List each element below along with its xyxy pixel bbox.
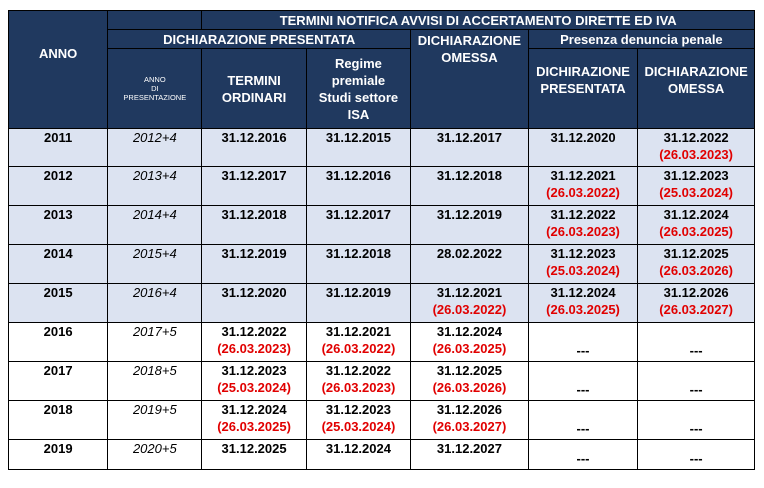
cell-penale-omessa-value: 31.12.2023 bbox=[663, 168, 729, 183]
cell-anno-presentazione-value: 2017+5 bbox=[132, 324, 177, 339]
cell-penale-omessa bbox=[638, 129, 755, 167]
cell-penale-presentata bbox=[528, 129, 637, 167]
cell-dich-omessa bbox=[411, 323, 529, 362]
header-termini-ordinari bbox=[202, 49, 306, 129]
cell-regime-premiale bbox=[306, 284, 410, 323]
cell-dich-omessa bbox=[411, 362, 529, 401]
cell-penale-omessa-value: 31.12.2025 bbox=[663, 246, 729, 261]
cell-anno-presentazione bbox=[108, 129, 202, 167]
accertamento-table bbox=[8, 10, 755, 470]
cell-penale-presentata-note: (25.03.2024) bbox=[546, 263, 620, 278]
cell-anno-presentazione bbox=[108, 206, 202, 245]
cell-penale-presentata bbox=[528, 401, 637, 440]
header-penale-omessa bbox=[638, 49, 755, 129]
table-row bbox=[9, 323, 755, 362]
cell-anno-presentazione-value: 2013+4 bbox=[132, 168, 177, 183]
cell-termini-ordinari bbox=[202, 167, 306, 206]
table-row bbox=[9, 245, 755, 284]
cell-anno bbox=[9, 167, 108, 206]
cell-penale-omessa-note: (26.03.2027) bbox=[659, 302, 733, 317]
cell-regime-premiale-value: 31.12.2018 bbox=[325, 246, 391, 261]
header-dich-omessa bbox=[411, 30, 529, 129]
header-pen-om-line1: DICHIARAZIONE bbox=[644, 64, 748, 79]
cell-dich-omessa-value: 31.12.2027 bbox=[436, 441, 502, 456]
cell-anno-presentazione-value: 2020+5 bbox=[132, 441, 177, 456]
corner-cell-2 bbox=[108, 11, 202, 30]
cell-penale-omessa bbox=[638, 401, 755, 440]
cell-penale-presentata-value: --- bbox=[576, 343, 590, 358]
cell-regime-premiale bbox=[306, 129, 410, 167]
cell-penale-presentata-value: --- bbox=[576, 451, 590, 466]
cell-dich-omessa-value: 31.12.2024 bbox=[436, 324, 502, 339]
cell-penale-presentata-value: 31.12.2022 bbox=[550, 207, 616, 222]
cell-termini-ordinari bbox=[202, 362, 306, 401]
cell-anno-value: 2014 bbox=[43, 246, 73, 261]
cell-penale-presentata bbox=[528, 245, 637, 284]
header-omessa-line2: OMESSA bbox=[441, 50, 498, 65]
cell-penale-omessa-note: (26.03.2026) bbox=[659, 263, 733, 278]
cell-regime-premiale-value: 31.12.2017 bbox=[325, 207, 391, 222]
header-anno-pres-line3: PRESENTAZIONE bbox=[123, 93, 187, 102]
cell-penale-presentata bbox=[528, 440, 637, 470]
cell-penale-presentata-value: --- bbox=[576, 382, 590, 397]
cell-termini-ordinari bbox=[202, 206, 306, 245]
cell-penale-omessa bbox=[638, 284, 755, 323]
cell-penale-omessa-value: 31.12.2024 bbox=[663, 207, 729, 222]
cell-anno bbox=[9, 206, 108, 245]
header-dich-presentata: DICHIARAZIONE PRESENTATA bbox=[108, 30, 411, 49]
cell-penale-presentata bbox=[528, 323, 637, 362]
table-row bbox=[9, 362, 755, 401]
cell-regime-premiale-value: 31.12.2016 bbox=[325, 168, 391, 183]
cell-anno-value: 2017 bbox=[43, 363, 73, 378]
cell-penale-omessa-value: 31.12.2026 bbox=[663, 285, 729, 300]
header-termini-line1: TERMINI bbox=[227, 72, 281, 88]
cell-termini-ordinari-value: 31.12.2016 bbox=[221, 130, 287, 145]
corner-cell bbox=[9, 11, 108, 30]
cell-penale-omessa bbox=[638, 167, 755, 206]
header-anno-pres-line2: DI bbox=[151, 84, 159, 93]
cell-penale-presentata-note: (26.03.2025) bbox=[546, 302, 620, 317]
cell-termini-ordinari-value: 31.12.2020 bbox=[221, 285, 287, 300]
cell-penale-omessa-value: --- bbox=[689, 382, 703, 397]
cell-anno-presentazione bbox=[108, 167, 202, 206]
header-regime-line2: premiale bbox=[331, 72, 386, 88]
cell-anno-value: 2012 bbox=[43, 168, 73, 183]
cell-penale-omessa-note: (26.03.2023) bbox=[659, 147, 733, 162]
cell-dich-omessa bbox=[411, 167, 529, 206]
cell-dich-omessa-value: 28.02.2022 bbox=[436, 246, 502, 261]
cell-dich-omessa bbox=[411, 245, 529, 284]
cell-anno-presentazione bbox=[108, 284, 202, 323]
cell-penale-presentata-value: 31.12.2024 bbox=[550, 285, 616, 300]
cell-regime-premiale-value: 31.12.2023 bbox=[325, 402, 391, 417]
cell-penale-omessa bbox=[638, 440, 755, 470]
cell-penale-presentata-note: (26.03.2022) bbox=[546, 185, 620, 200]
cell-dich-omessa-value: 31.12.2018 bbox=[436, 168, 502, 183]
header-regime-line1: Regime bbox=[334, 55, 382, 71]
cell-termini-ordinari-value: 31.12.2023 bbox=[221, 363, 287, 378]
header-regime-line4: ISA bbox=[347, 106, 370, 122]
cell-anno-presentazione bbox=[108, 323, 202, 362]
cell-dich-omessa-note: (26.03.2025) bbox=[432, 341, 507, 356]
cell-anno-value: 2015 bbox=[43, 285, 73, 300]
cell-anno-value: 2019 bbox=[43, 441, 73, 456]
table-row bbox=[9, 440, 755, 470]
cell-regime-premiale-value: 31.12.2022 bbox=[325, 363, 391, 378]
header-penale-presentata bbox=[528, 49, 637, 129]
cell-termini-ordinari-value: 31.12.2019 bbox=[221, 246, 287, 261]
cell-anno bbox=[9, 323, 108, 362]
header-regime-premiale bbox=[306, 49, 410, 129]
cell-termini-ordinari-value: 31.12.2022 bbox=[221, 324, 287, 339]
cell-anno-presentazione-value: 2019+5 bbox=[132, 402, 177, 417]
cell-penale-presentata-note: (26.03.2023) bbox=[546, 224, 620, 239]
cell-penale-omessa-value: --- bbox=[689, 343, 703, 358]
cell-penale-presentata-value: 31.12.2020 bbox=[550, 130, 616, 145]
cell-penale-presentata bbox=[528, 206, 637, 245]
cell-anno-presentazione bbox=[108, 362, 202, 401]
table-row bbox=[9, 284, 755, 323]
cell-regime-premiale-note: (26.03.2023) bbox=[321, 380, 396, 395]
cell-regime-premiale-value: 31.12.2021 bbox=[325, 324, 391, 339]
cell-penale-presentata-value: 31.12.2021 bbox=[550, 168, 616, 183]
cell-anno-presentazione-value: 2015+4 bbox=[132, 246, 177, 261]
cell-dich-omessa-value: 31.12.2021 bbox=[436, 285, 502, 300]
cell-penale-presentata-value: 31.12.2023 bbox=[550, 246, 616, 261]
cell-regime-premiale bbox=[306, 245, 410, 284]
header-pen-pres-line1: DICHIRAZIONE bbox=[536, 64, 630, 79]
header-pen-pres-line2: PRESENTATA bbox=[540, 81, 626, 96]
cell-anno-presentazione bbox=[108, 440, 202, 470]
cell-termini-ordinari bbox=[202, 129, 306, 167]
header-termini-line2: ORDINARI bbox=[221, 89, 287, 105]
cell-anno bbox=[9, 440, 108, 470]
cell-regime-premiale-value: 31.12.2019 bbox=[325, 285, 391, 300]
cell-dich-omessa bbox=[411, 206, 529, 245]
table-title: TERMINI NOTIFICA AVVISI DI ACCERTAMENTO DIRETTE ED IVA bbox=[202, 11, 755, 30]
header-presenza-denuncia: Presenza denuncia penale bbox=[528, 30, 754, 49]
table-row bbox=[9, 129, 755, 167]
cell-dich-omessa-note: (26.03.2027) bbox=[432, 419, 507, 434]
cell-anno-value: 2013 bbox=[43, 207, 73, 222]
cell-termini-ordinari bbox=[202, 440, 306, 470]
cell-penale-omessa-value: --- bbox=[689, 421, 703, 436]
cell-regime-premiale bbox=[306, 440, 410, 470]
header-regime-line3: Studi settore bbox=[318, 89, 399, 105]
cell-penale-omessa bbox=[638, 323, 755, 362]
cell-anno-presentazione-value: 2018+5 bbox=[132, 363, 177, 378]
cell-termini-ordinari-note: (26.03.2023) bbox=[217, 341, 291, 356]
cell-regime-premiale-note: (26.03.2022) bbox=[321, 341, 396, 356]
cell-penale-presentata bbox=[528, 167, 637, 206]
cell-regime-premiale bbox=[306, 167, 410, 206]
cell-anno-presentazione-value: 2014+4 bbox=[132, 207, 177, 222]
cell-penale-omessa-value: --- bbox=[689, 451, 703, 466]
cell-anno-presentazione-value: 2012+4 bbox=[132, 130, 177, 145]
cell-penale-omessa-value: 31.12.2022 bbox=[663, 130, 729, 145]
table-row bbox=[9, 401, 755, 440]
cell-termini-ordinari-value: 31.12.2018 bbox=[221, 207, 287, 222]
cell-dich-omessa-value: 31.12.2025 bbox=[436, 363, 502, 378]
cell-anno bbox=[9, 362, 108, 401]
header-anno-pres-line1: ANNO bbox=[143, 75, 166, 84]
cell-termini-ordinari-value: 31.12.2024 bbox=[221, 402, 287, 417]
cell-regime-premiale bbox=[306, 323, 410, 362]
cell-regime-premiale bbox=[306, 362, 410, 401]
header-anno-presentazione bbox=[108, 49, 202, 129]
header-omessa-line1: DICHIARAZIONE bbox=[417, 33, 522, 48]
cell-anno-presentazione-value: 2016+4 bbox=[132, 285, 177, 300]
header-pen-om-line2: OMESSA bbox=[667, 81, 725, 96]
cell-termini-ordinari bbox=[202, 401, 306, 440]
cell-dich-omessa-note: (26.03.2022) bbox=[432, 302, 507, 317]
cell-regime-premiale-note: (25.03.2024) bbox=[321, 419, 396, 434]
cell-penale-omessa-note: (25.03.2024) bbox=[659, 185, 733, 200]
cell-termini-ordinari bbox=[202, 245, 306, 284]
cell-regime-premiale bbox=[306, 401, 410, 440]
cell-dich-omessa bbox=[411, 284, 529, 323]
cell-penale-omessa bbox=[638, 206, 755, 245]
cell-termini-ordinari-value: 31.12.2017 bbox=[221, 168, 287, 183]
cell-penale-omessa bbox=[638, 245, 755, 284]
header-anno: ANNO bbox=[9, 30, 108, 129]
cell-regime-premiale-value: 31.12.2015 bbox=[325, 130, 391, 145]
cell-termini-ordinari bbox=[202, 323, 306, 362]
cell-anno-presentazione bbox=[108, 245, 202, 284]
cell-penale-presentata-value: --- bbox=[576, 421, 590, 436]
table-row bbox=[9, 206, 755, 245]
cell-anno-presentazione bbox=[108, 401, 202, 440]
cell-anno bbox=[9, 284, 108, 323]
cell-penale-omessa-note: (26.03.2025) bbox=[659, 224, 733, 239]
cell-anno bbox=[9, 129, 108, 167]
cell-dich-omessa bbox=[411, 440, 529, 470]
cell-penale-presentata bbox=[528, 362, 637, 401]
cell-regime-premiale bbox=[306, 206, 410, 245]
cell-termini-ordinari-note: (25.03.2024) bbox=[217, 380, 291, 395]
cell-anno bbox=[9, 245, 108, 284]
cell-anno bbox=[9, 401, 108, 440]
cell-regime-premiale-value: 31.12.2024 bbox=[325, 441, 391, 456]
cell-termini-ordinari-value: 31.12.2025 bbox=[221, 441, 287, 456]
cell-dich-omessa-value: 31.12.2019 bbox=[436, 207, 502, 222]
cell-penale-presentata bbox=[528, 284, 637, 323]
cell-anno-value: 2018 bbox=[43, 402, 73, 417]
cell-dich-omessa-value: 31.12.2017 bbox=[436, 130, 502, 145]
cell-dich-omessa-note: (26.03.2026) bbox=[432, 380, 507, 395]
table-row bbox=[9, 167, 755, 206]
cell-dich-omessa bbox=[411, 129, 529, 167]
cell-anno-value: 2011 bbox=[44, 130, 73, 145]
table-body bbox=[9, 129, 755, 470]
cell-dich-omessa bbox=[411, 401, 529, 440]
cell-termini-ordinari-note: (26.03.2025) bbox=[217, 419, 291, 434]
cell-penale-omessa bbox=[638, 362, 755, 401]
cell-dich-omessa-value: 31.12.2026 bbox=[436, 402, 502, 417]
cell-termini-ordinari bbox=[202, 284, 306, 323]
cell-anno-value: 2016 bbox=[43, 324, 73, 339]
